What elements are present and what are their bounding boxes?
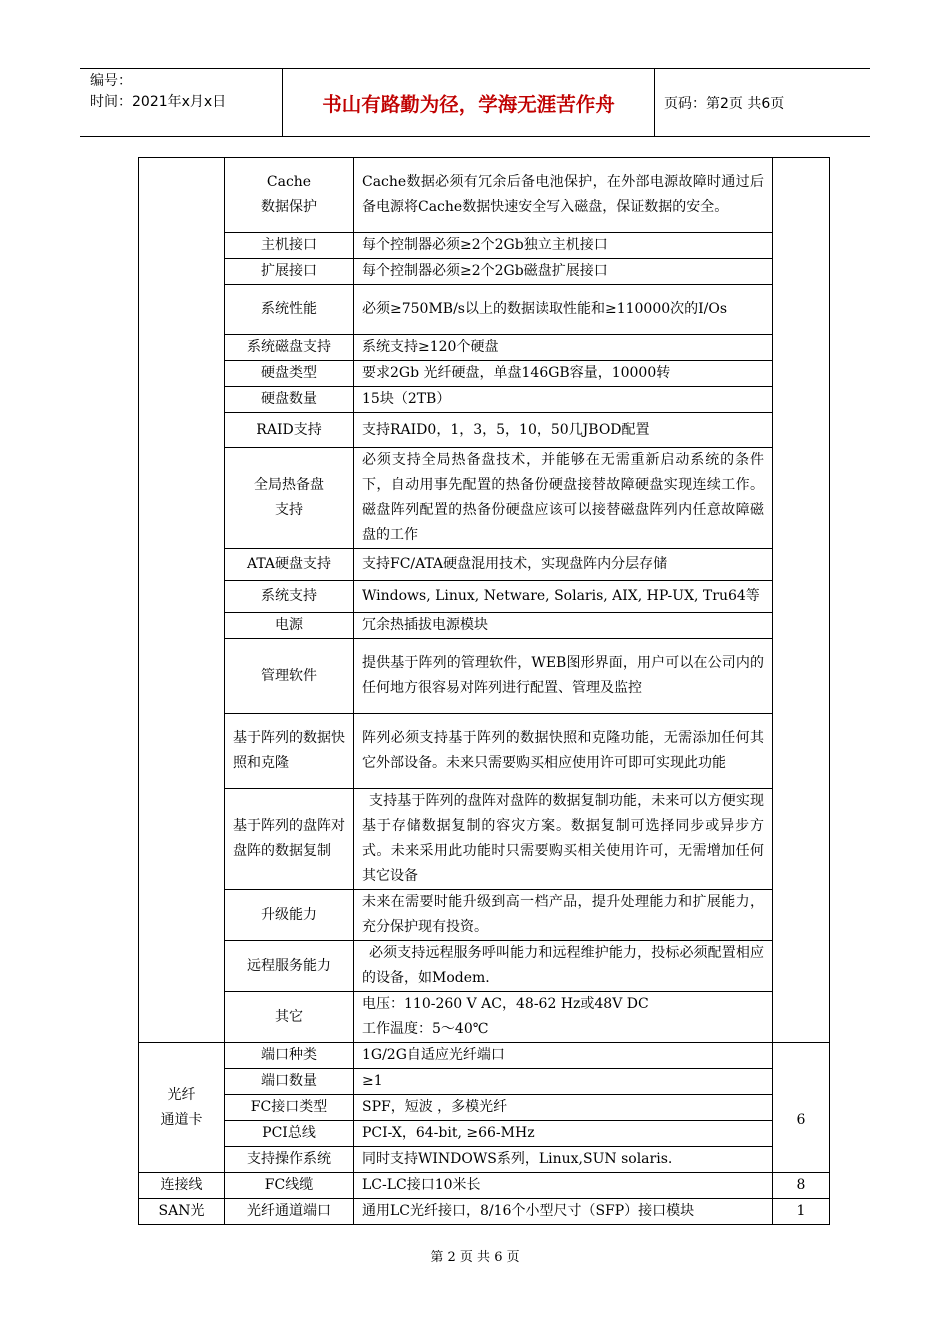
page-footer: 第 2 页 共 6 页	[430, 1250, 520, 1265]
desc-cell: 必须支持全局热备盘技术，并能够在无需重新启动系统的条件下，自动用事先配置的热备份硬盘接替故障硬盘实现连续工作。磁盘阵列配置的热备份硬盘应该可以接替磁盘阵列内任意故障磁盘的工作	[354, 448, 773, 549]
doc-time-label: 时间：2021年x月x日	[90, 94, 227, 110]
table-row	[139, 1095, 830, 1121]
item-cell	[225, 448, 354, 549]
desc-cell: ≥1	[354, 1069, 773, 1095]
desc-cell: LC-LC接口10米长	[354, 1173, 773, 1199]
item-label: 支持	[275, 502, 303, 518]
item-cell: 基于阵列的数据快照和克隆	[225, 714, 354, 789]
item-cell: 管理软件	[225, 639, 354, 714]
table-row	[139, 639, 830, 714]
desc-cell: 每个控制器必须≥2个2Gb磁盘扩展接口	[354, 259, 773, 285]
item-cell: FC线缆	[225, 1173, 354, 1199]
item-cell: 系统支持	[225, 581, 354, 613]
page-header	[80, 68, 870, 137]
table-row	[139, 413, 830, 448]
desc-cell: 必须支持远程服务呼叫能力和远程维护能力，投标必须配置相应的设备，如Modem.	[354, 941, 773, 992]
item-cell: 基于阵列的盘阵对盘阵的数据复制	[225, 789, 354, 890]
table-row	[139, 448, 830, 549]
category-label: 光纤	[167, 1086, 196, 1103]
item-cell: PCI总线	[225, 1121, 354, 1147]
table-row	[139, 581, 830, 613]
desc-cell: 必须≥750MB/s以上的数据读取性能和≥110000次的I/Os	[354, 285, 773, 335]
desc-cell: 通用LC光纤接口，8/16个小型尺寸（SFP）接口模块	[354, 1199, 773, 1225]
qty-cell: 8	[773, 1173, 830, 1199]
desc-cell: PCI-X，64-bit, ≥66-MHz	[354, 1121, 773, 1147]
desc-cell: Cache数据必须有冗余后备电池保护，在外部电源故障时通过后备电源将Cache数据快速安全写入磁盘，保证数据的安全。	[354, 158, 773, 233]
qty-cell: 6	[773, 1043, 830, 1173]
category-cell: 连接线	[139, 1173, 225, 1199]
desc-line: 工作温度：5～40℃	[362, 1021, 489, 1037]
item-cell: 端口种类	[225, 1043, 354, 1069]
table-row	[139, 613, 830, 639]
desc-cell: Windows, Linux, Netware, Solaris, AIX, HP-UX, Tru64等	[354, 581, 773, 613]
header-page-label: 页码：第2页 共6页	[664, 95, 785, 112]
table-row	[139, 335, 830, 361]
desc-cell: SPF，短波 ，多模光纤	[354, 1095, 773, 1121]
table-row	[139, 714, 830, 789]
table-row	[139, 158, 830, 233]
desc-cell: 冗余热插拔电源模块	[354, 613, 773, 639]
header-motto: 书山有路勤为径，学海无涯苦作舟	[322, 92, 615, 116]
table-row	[139, 941, 830, 992]
item-cell: 支持操作系统	[225, 1147, 354, 1173]
item-cell: 升级能力	[225, 890, 354, 941]
desc-cell: 支持RAID0，1，3，5，10，50几JBOD配置	[354, 413, 773, 448]
header-meta	[90, 71, 280, 113]
item-cell: 硬盘数量	[225, 387, 354, 413]
item-cell: 端口数量	[225, 1069, 354, 1095]
table-row	[139, 549, 830, 581]
item-cell: 系统磁盘支持	[225, 335, 354, 361]
item-cell: 光纤通道端口	[225, 1199, 354, 1225]
desc-cell: 同时支持WINDOWS系列，Linux,SUN solaris.	[354, 1147, 773, 1173]
qty-cell-empty	[773, 158, 830, 1043]
item-cell: ATA硬盘支持	[225, 549, 354, 581]
table-row	[139, 285, 830, 335]
item-label: Cache	[266, 174, 312, 190]
table-row	[139, 1043, 830, 1069]
desc-cell: 提供基于阵列的管理软件，WEB图形界面，用户可以在公司内的任何地方很容易对阵列进行配置、管理及监控	[354, 639, 773, 714]
item-cell: RAID支持	[225, 413, 354, 448]
desc-cell: 15块（2TB）	[354, 387, 773, 413]
item-cell: 远程服务能力	[225, 941, 354, 992]
category-cell-empty	[139, 158, 225, 1043]
item-cell	[225, 158, 354, 233]
desc-cell: 支持FC/ATA硬盘混用技术，实现盘阵内分层存储	[354, 549, 773, 581]
category-label: 通道卡	[160, 1111, 203, 1128]
category-cell	[139, 1043, 225, 1173]
table-row	[139, 387, 830, 413]
spec-table	[138, 157, 830, 1225]
desc-cell: 每个控制器必须≥2个2Gb独立主机接口	[354, 233, 773, 259]
item-cell: 其它	[225, 992, 354, 1043]
desc-cell: 系统支持≥120个硬盘	[354, 335, 773, 361]
item-label: 数据保护	[261, 199, 317, 215]
item-label: 全局热备盘	[254, 477, 324, 493]
table-row	[139, 890, 830, 941]
table-row	[139, 1199, 830, 1225]
table-row	[139, 259, 830, 285]
desc-cell	[354, 992, 773, 1043]
table-row	[139, 1069, 830, 1095]
desc-cell: 要求2Gb 光纤硬盘，单盘146GB容量，10000转	[354, 361, 773, 387]
desc-line: 电压：110-260 V AC，48-62 Hz或48V DC	[362, 996, 649, 1012]
table-row	[139, 1173, 830, 1199]
table-row	[139, 1121, 830, 1147]
item-cell: FC接口类型	[225, 1095, 354, 1121]
doc-number-label: 编号：	[90, 73, 132, 89]
category-cell: SAN光	[139, 1199, 225, 1225]
item-cell: 硬盘类型	[225, 361, 354, 387]
table-row	[139, 361, 830, 387]
table-row	[139, 789, 830, 890]
desc-cell: 支持基于阵列的盘阵对盘阵的数据复制功能，未来可以方便实现基于存储数据复制的容灾方案。数据复制可选择同步或异步方式。未来采用此功能时只需要购买相关使用许可，无需增加任何其它设备	[354, 789, 773, 890]
item-cell: 主机接口	[225, 233, 354, 259]
desc-cell: 未来在需要时能升级到高一档产品，提升处理能力和扩展能力，充分保护现有投资。	[354, 890, 773, 941]
desc-cell: 1G/2G自适应光纤端口	[354, 1043, 773, 1069]
item-cell: 系统性能	[225, 285, 354, 335]
item-cell: 扩展接口	[225, 259, 354, 285]
header-divider	[654, 69, 655, 136]
table-row	[139, 992, 830, 1043]
table-row	[139, 1147, 830, 1173]
desc-cell: 阵列必须支持基于阵列的数据快照和克隆功能，无需添加任何其它外部设备。未来只需要购买相应使用许可即可实现此功能	[354, 714, 773, 789]
item-cell: 电源	[225, 613, 354, 639]
qty-cell: 1	[773, 1199, 830, 1225]
table-row	[139, 233, 830, 259]
